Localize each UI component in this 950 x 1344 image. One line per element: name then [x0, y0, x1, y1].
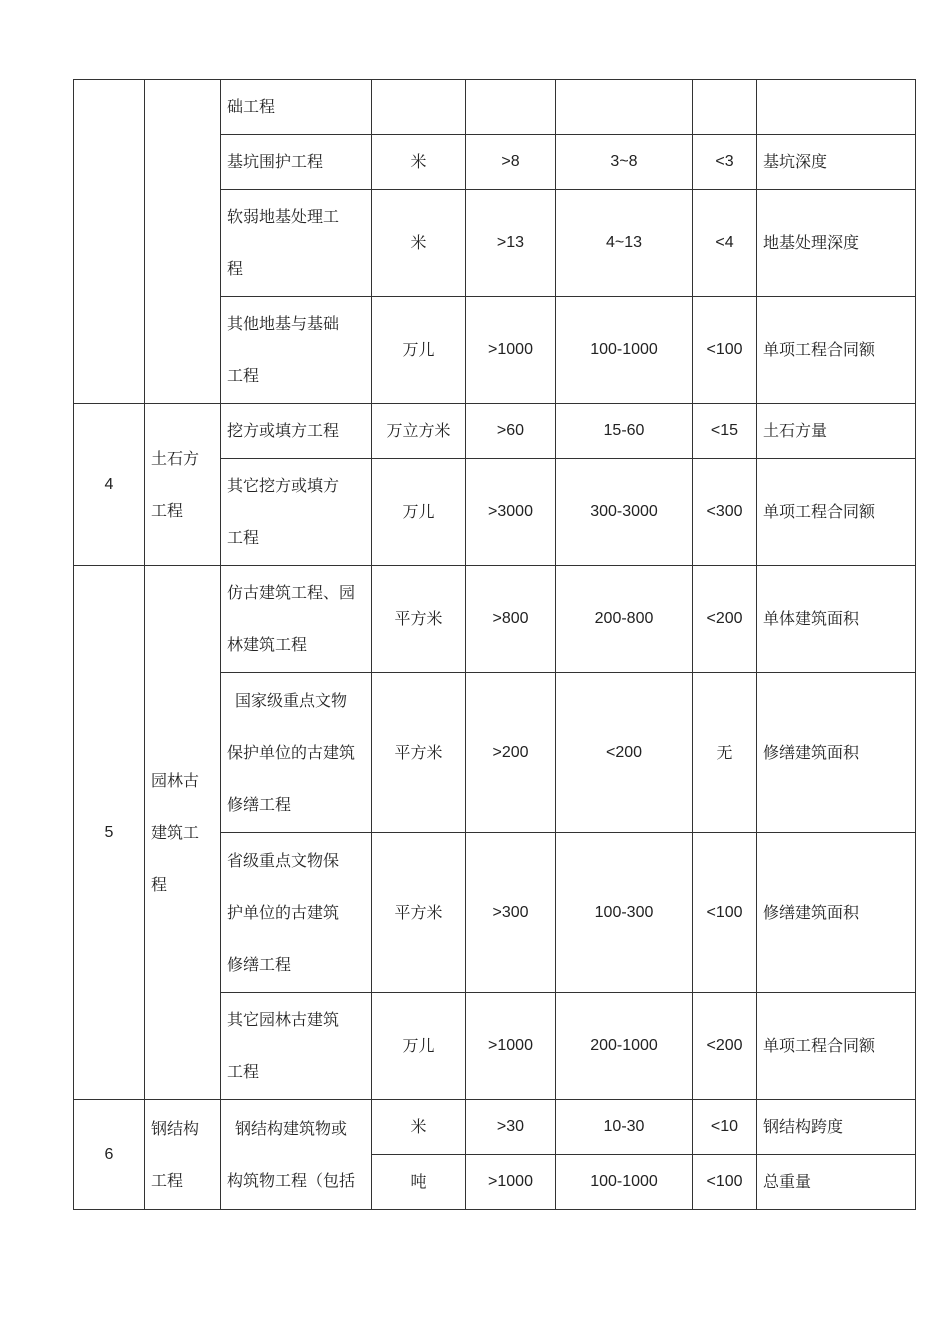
- small-value: <200: [693, 566, 757, 673]
- large-value: >300: [466, 833, 556, 993]
- group-number-cell: 4: [74, 404, 145, 566]
- small-value: <15: [693, 404, 757, 459]
- group-number-cell: [74, 80, 145, 404]
- project-name-line: 工程: [227, 1062, 260, 1081]
- category-cell: [145, 566, 221, 1100]
- medium-value: 100-300: [556, 833, 693, 993]
- small-value: <4: [693, 190, 757, 297]
- remark-cell: 单体建筑面积: [757, 566, 916, 673]
- project-name: [221, 190, 372, 297]
- project-name-line: 其它挖方或填方: [227, 476, 340, 495]
- small-value: <200: [693, 993, 757, 1100]
- small-value: [693, 80, 757, 135]
- table-row: [74, 404, 916, 459]
- unit-cell: 平方米: [372, 566, 466, 673]
- large-value: >800: [466, 566, 556, 673]
- remark-cell: [757, 80, 916, 135]
- medium-value: <200: [556, 673, 693, 833]
- large-value: >13: [466, 190, 556, 297]
- small-value: <100: [693, 1155, 757, 1210]
- small-value: <300: [693, 459, 757, 566]
- table-row: [74, 566, 916, 673]
- medium-value: 300-3000: [556, 459, 693, 566]
- unit-cell: 万立方米: [372, 404, 466, 459]
- medium-value: 200-800: [556, 566, 693, 673]
- large-value: >60: [466, 404, 556, 459]
- project-name-line: 软弱地基处理工: [227, 207, 340, 226]
- category-line: 土石方: [151, 448, 200, 468]
- remark-cell: 土石方量: [757, 404, 916, 459]
- medium-value: 15-60: [556, 404, 693, 459]
- project-name: [221, 993, 372, 1100]
- category-cell: [145, 80, 221, 404]
- medium-value: 3~8: [556, 135, 693, 190]
- large-value: >1000: [466, 993, 556, 1100]
- group-number-cell: 5: [74, 566, 145, 1100]
- table-row: [74, 1100, 916, 1155]
- remark-cell: 单项工程合同额: [757, 993, 916, 1100]
- unit-cell: 万儿: [372, 993, 466, 1100]
- remark-cell: 总重量: [757, 1155, 916, 1210]
- category-line: 程: [151, 874, 168, 894]
- unit-cell: 平方米: [372, 833, 466, 993]
- project-name-line: 林建筑工程: [227, 635, 308, 654]
- small-value: <100: [693, 297, 757, 404]
- large-value: >200: [466, 673, 556, 833]
- remark-cell: 基坑深度: [757, 135, 916, 190]
- remark-cell: 单项工程合同额: [757, 297, 916, 404]
- project-name-line: 修缮工程: [227, 794, 292, 814]
- project-name: 础工程: [221, 80, 372, 135]
- large-value: >3000: [466, 459, 556, 566]
- unit-cell: 万儿: [372, 297, 466, 404]
- category-cell: [145, 1100, 221, 1210]
- small-value: <100: [693, 833, 757, 993]
- project-name-line: 省级重点文物保: [227, 850, 340, 870]
- project-name: [221, 1100, 372, 1210]
- category-line: 园林古: [151, 770, 200, 790]
- remark-cell: 地基处理深度: [757, 190, 916, 297]
- project-name-line: 其他地基与基础: [227, 314, 340, 333]
- small-value: 无: [693, 673, 757, 833]
- project-name-line: 其它园林古建筑: [227, 1010, 340, 1029]
- project-name: 挖方或填方工程: [221, 404, 372, 459]
- medium-value: 200-1000: [556, 993, 693, 1100]
- large-value: >1000: [466, 297, 556, 404]
- remark-cell: 钢结构跨度: [757, 1100, 916, 1155]
- unit-cell: 米: [372, 190, 466, 297]
- unit-cell: 米: [372, 135, 466, 190]
- project-name: [221, 459, 372, 566]
- project-name: [221, 566, 372, 673]
- remark-cell: 修缮建筑面积: [757, 833, 916, 993]
- medium-value: [556, 80, 693, 135]
- project-name: [221, 833, 372, 993]
- group-number-cell: 6: [74, 1100, 145, 1210]
- large-value: >1000: [466, 1155, 556, 1210]
- medium-value: 10-30: [556, 1100, 693, 1155]
- small-value: <10: [693, 1100, 757, 1155]
- category-line: 钢结构: [151, 1118, 200, 1138]
- unit-cell: 米: [372, 1100, 466, 1155]
- project-name-line: 构筑物工程（包括: [227, 1170, 356, 1190]
- project-name-line: 工程: [227, 366, 260, 385]
- medium-value: 4~13: [556, 190, 693, 297]
- project-name-line: 保护单位的古建筑: [227, 742, 356, 762]
- large-value: [466, 80, 556, 135]
- project-name: 基坑围护工程: [221, 135, 372, 190]
- unit-cell: 吨: [372, 1155, 466, 1210]
- project-name: [221, 673, 372, 833]
- project-name-line: 钢结构建筑物或: [235, 1118, 348, 1138]
- unit-cell: 平方米: [372, 673, 466, 833]
- project-name-line: 国家级重点文物: [235, 690, 348, 710]
- project-name-line: 仿古建筑工程、园: [227, 583, 356, 602]
- project-name-line: 护单位的古建筑: [227, 902, 340, 922]
- project-name-line: 工程: [227, 528, 260, 547]
- large-value: >30: [466, 1100, 556, 1155]
- category-line: 建筑工: [151, 822, 200, 842]
- remark-cell: 修缮建筑面积: [757, 673, 916, 833]
- project-name-line: 程: [227, 259, 244, 278]
- medium-value: 100-1000: [556, 297, 693, 404]
- large-value: >8: [466, 135, 556, 190]
- category-line: 工程: [151, 1170, 184, 1190]
- project-scale-table: [73, 79, 916, 1210]
- unit-cell: [372, 80, 466, 135]
- remark-cell: 单项工程合同额: [757, 459, 916, 566]
- table-row: [74, 80, 916, 135]
- category-cell: [145, 404, 221, 566]
- unit-cell: 万儿: [372, 459, 466, 566]
- project-name: [221, 297, 372, 404]
- medium-value: 100-1000: [556, 1155, 693, 1210]
- small-value: <3: [693, 135, 757, 190]
- project-name-line: 修缮工程: [227, 954, 292, 974]
- category-line: 工程: [151, 500, 184, 520]
